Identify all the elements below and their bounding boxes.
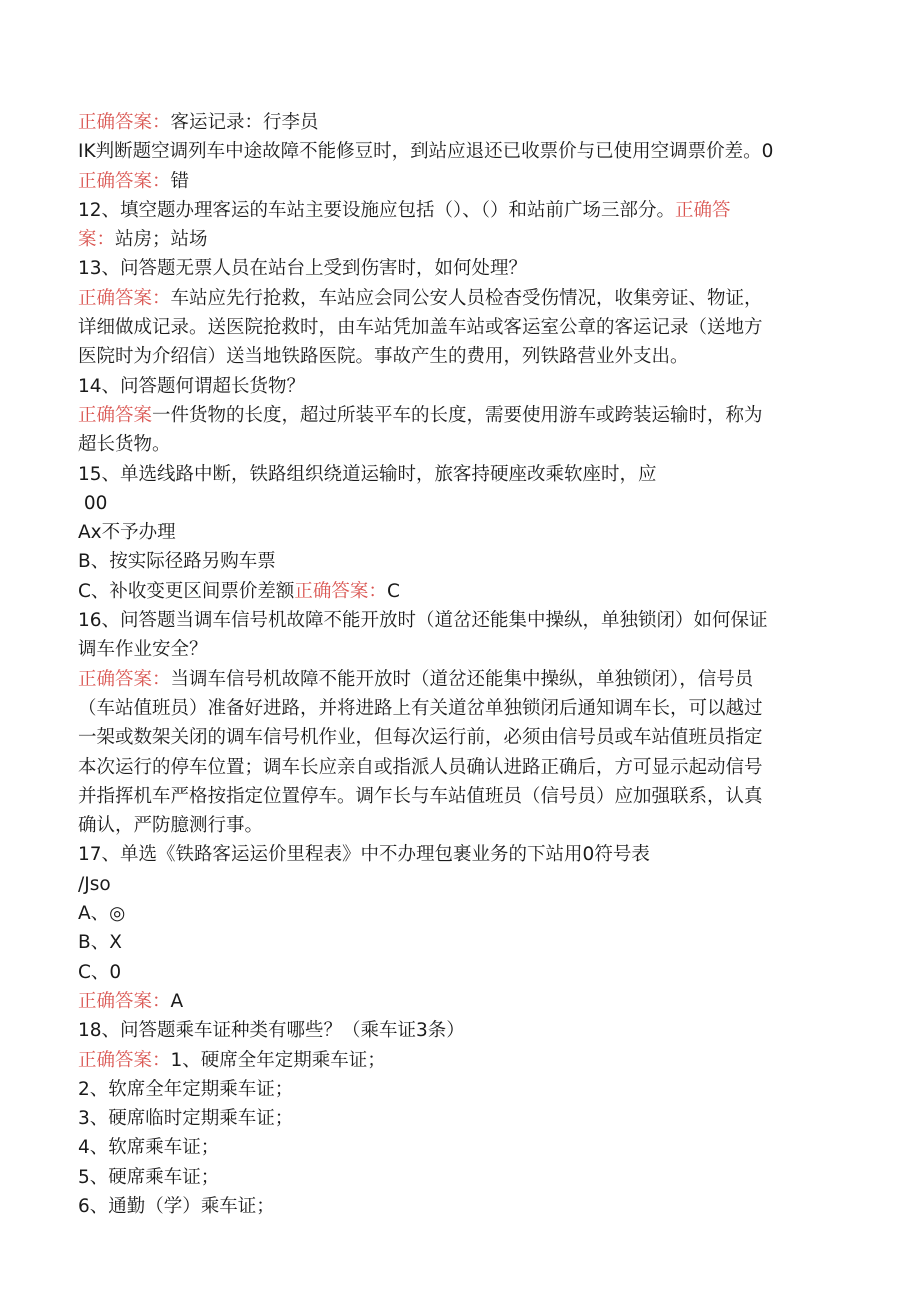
answer-label: 正确答案： — [78, 1049, 171, 1071]
answer-label: 正确答案： — [78, 287, 171, 309]
question-text: 12、填空题办理客运的车站主要设施应包括（）、（）和站前广场三部分。 — [78, 199, 676, 221]
option-line — [78, 577, 868, 606]
text-line: 超长货物。 — [78, 434, 171, 456]
question-line: 17、单选《铁路客运运价里程表》中不办理包裹业务的下站用0符号表 — [78, 844, 650, 866]
list-item: 3、硬席临时定期乘车证； — [78, 1108, 294, 1130]
answer-line — [78, 987, 868, 1016]
question-line: 14、问答题何谓超长货物？ — [78, 375, 306, 397]
answer-line — [78, 167, 868, 196]
question-line: 13、问答题无票人员在站台上受到伤害时，如何处理？ — [78, 258, 528, 280]
answer-text: 客运记录：行李员 — [170, 112, 319, 133]
question-line: 16、问答题当调车信号机故障不能开放时（道岔还能集中操纵，单独锁闭）如何保证 — [78, 610, 768, 632]
document-page — [78, 108, 868, 1221]
text-line: 本次运行的停车位置；调车长应亲自或指派人员确认进路正确后，方可显示起动信号 — [78, 756, 763, 778]
answer-line — [78, 665, 868, 694]
answer-label-cont: 案： — [78, 229, 116, 251]
option-line: Ax不予办理 — [78, 522, 176, 544]
answer-line — [78, 225, 868, 254]
text-line: 确认，严防臆测行事。 — [78, 815, 264, 837]
question-line: IK判断题空调列车中途故障不能修豆时，到站应退还已收票价与已使用空调票价差。0 — [78, 141, 774, 163]
answer-label: 正确答案： — [78, 112, 171, 133]
option-line: C、0 — [78, 961, 122, 983]
answer-text: A — [170, 990, 184, 1012]
list-item: 6、通勤（学）乘车证； — [78, 1195, 275, 1217]
list-item: 5、硬席乘车证； — [78, 1166, 220, 1188]
list-item: 4、软席乘车证； — [78, 1137, 220, 1159]
option-line: B、按实际径路另购车票 — [78, 551, 276, 573]
answer-line — [78, 108, 868, 137]
answer-text: 站房；站场 — [115, 229, 208, 251]
text-line: 并指挥机车严格按指定位置停车。调乍长与车站值班员（信号员）应加强联系，认真 — [78, 785, 763, 807]
question-line: 18、问答题乘车证种类有哪些？（乘车证3条） — [78, 1020, 465, 1042]
answer-label: 正确答案： — [294, 580, 387, 602]
answer-line — [78, 401, 868, 430]
answer-text: 当调车信号机故障不能开放时（道岔还能集中操纵，单独锁闭），信号员 — [170, 668, 754, 690]
list-item: 2、软席全年定期乘车证； — [78, 1078, 294, 1100]
text-line: 调车作业安全？ — [78, 639, 208, 661]
answer-line — [78, 284, 868, 313]
answer-text: 一件货物的长度，超过所装平车的长度，需要使用游车或跨装运输时，称为 — [152, 404, 763, 426]
answer-label: 正确答案 — [78, 404, 153, 426]
answer-label: 正确答案： — [78, 990, 171, 1012]
answer-text: 1、硬席全年定期乘车证； — [170, 1049, 386, 1071]
answer-label: 正确答案： — [78, 668, 171, 690]
answer-label: 正确答案： — [78, 170, 171, 192]
text-line: /Jso — [78, 873, 111, 895]
answer-text: C — [386, 580, 400, 602]
answer-line — [78, 1046, 868, 1075]
option-line: B、X — [78, 932, 122, 954]
text-line: 医院时为介绍信）送当地铁路医院。事故产生的费用，列铁路营业外支出。 — [78, 346, 689, 368]
option-line: A、◎ — [78, 903, 126, 925]
text-line: （车站值班员）准备好进路，并将进路上有关道岔单独锁闭后通知调车长，可以越过 — [78, 697, 763, 719]
text-line: 详细做成记录。送医院抢救时，由车站凭加盖车站或客运室公章的客运记录（送地方 — [78, 317, 763, 339]
answer-label-split: 正确答 — [675, 199, 731, 221]
question-line: 15、单选线路中断，铁路组织绕道运输时，旅客持硬座改乘软座时，应 — [78, 463, 657, 485]
answer-text: 车站应先行抢救，车站应会同公安人员检杳受伤情况，收集旁证、物证， — [170, 287, 763, 309]
text-line: 00 — [78, 492, 108, 514]
question-line — [78, 196, 868, 225]
answer-text: 错 — [170, 170, 190, 192]
text-line: 一架或数架关闭的调车信号机作业，但每次运行前，必须由信号员或车站值班员指定 — [78, 727, 763, 749]
option-text: C、补收变更区间票价差额 — [78, 580, 295, 602]
